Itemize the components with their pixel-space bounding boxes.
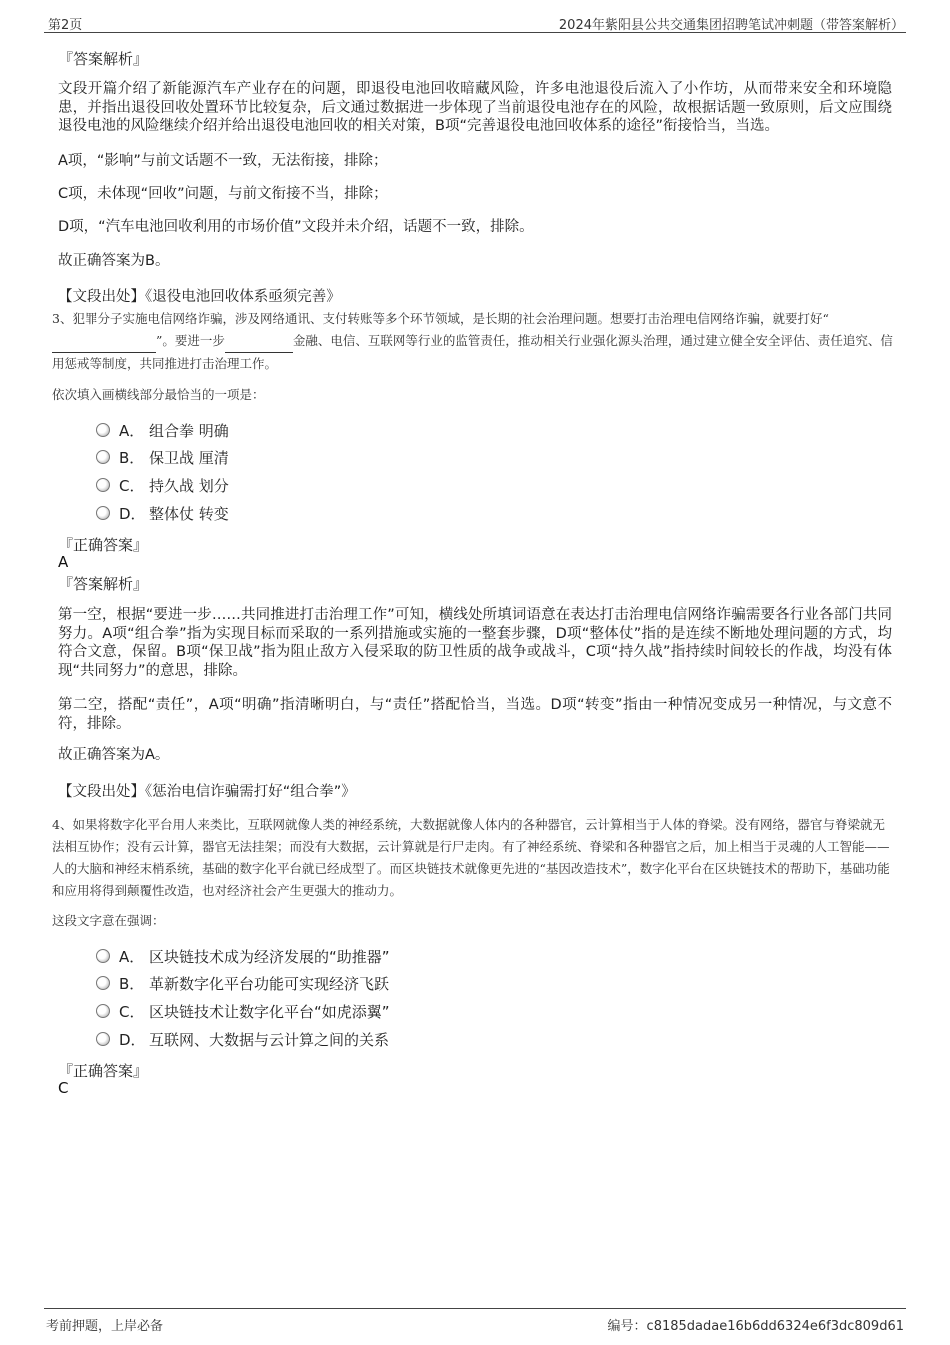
option-text: 区块链技术成为经济发展的“助推器” <box>149 947 390 966</box>
correct-answer-label: 『正确答案』 <box>58 1062 149 1080</box>
analysis-paragraph: 文段开篇介绍了新能源汽车产业存在的问题，即退役电池回收暗藏风险，许多电池退役后流入了小作坊，从而带来安全和环境隐患，并指出退役回收处置环节比较复杂，后文通过数据进一步体现了当前退役电池存在的风险，故根据话题一致原则，后文应围绕退役电池的风险继续介绍并给出退役电池回收的相关对策，B项“完善退役电池回收体系的途径”衔接恰当，当选。 <box>58 81 892 134</box>
source-citation: 【文段出处】《退役电池回收体系亟须完善》 <box>58 289 341 305</box>
analysis-paragraph: D项，“汽车电池回收利用的市场价值”文段并未介绍，话题不一致，排除。 <box>58 219 534 235</box>
option-b[interactable] <box>96 972 389 994</box>
radio-button[interactable] <box>96 976 110 990</box>
radio-button[interactable] <box>96 450 110 464</box>
analysis-paragraph: 第二空，搭配“责任”，A项“明确”指清晰明白，与“责任”搭配恰当，当选。D项“转变”指由一种情况变成另一种情况，与文意不符，排除。 <box>58 697 892 732</box>
option-text: 互联网、大数据与云计算之间的关系 <box>149 1030 390 1049</box>
document-code: 编号：c8185dadae16b6dd6324e6f3dc809d61 <box>607 1319 904 1334</box>
question-prompt: 依次填入画横线部分最恰当的一项是： <box>52 387 265 402</box>
option-letter: C． <box>119 476 145 495</box>
option-c[interactable] <box>96 1000 390 1022</box>
analysis-paragraph: 第一空，根据“要进一步……共同推进打击治理工作”可知，横线处所填词语意在表达打击治理电信网络诈骗需要各行业各部门共同努力。A项“组合拳”指为实现目标而采取的一系列措施或实施的一整套步骤，D项“整体仗”指的是连续不断地处理问题的方式，均符合文意，保留。B项“保卫战”指为阻止敌方入侵采取的防卫性质的战争或战斗，C项“持久战”指持续时间较长的作战，均没有体现“共同努力”的意思，排除。 <box>58 607 892 679</box>
option-letter: B． <box>119 974 145 993</box>
correct-answer: C <box>58 1079 69 1097</box>
option-d[interactable] <box>96 502 229 524</box>
question-stem: 4、如果将数字化平台用人来类比，互联网就像人类的神经系统，大数据就像人体内的各种器官，云计算相当于人体的脊梁。没有网络，器官与脊梁就无法相互协作；没有云计算，器官无法挂架；而没有大数据，云计算就是行尸走肉。有了神经系统、脊梁和各种器官之后，加上相当于灵魂的人工智能——人的大脑和神经末梢系统，基础的数字化平台就已经成型了。而区块链技术就像更先进的“基因改造技术”，数字化平台在区块链技术的帮助下，基础功能和应用将得到颠覆性改造，也对经济社会产生更强大的推动力。 <box>52 817 890 898</box>
option-b[interactable] <box>96 446 229 468</box>
radio-button[interactable] <box>96 1004 110 1018</box>
option-letter: B． <box>119 448 145 467</box>
question-stem: 3、犯罪分子实施电信网络诈骗，涉及网络通讯、支付转账等多个环节领域，是长期的社会治理问题。想要打击治理电信网络诈骗，就要打好“ ”。要进一步 金融、电信、互联网等行业的监管责任，推动相关行业强化源头治理，通过建立健全安全评估、责任追究、信用惩戒等制度，共同推进打击治理工作。 <box>52 311 893 371</box>
option-letter: D． <box>119 504 146 523</box>
analysis-paragraph: A项，“影响”与前文话题不一致，无法衔接，排除； <box>58 153 388 169</box>
page-footer <box>44 1308 906 1337</box>
option-text: 革新数字化平台功能可实现经济飞跃 <box>149 974 390 993</box>
option-a[interactable] <box>96 945 390 967</box>
fill-blank <box>225 330 293 353</box>
option-letter: D． <box>119 1030 146 1049</box>
correct-answer-label: 『正确答案』 <box>58 536 149 554</box>
option-c[interactable] <box>96 474 229 496</box>
analysis-label: 『答案解析』 <box>58 50 149 68</box>
analysis-label: 『答案解析』 <box>58 575 149 593</box>
footer-slogan: 考前押题，上岸必备 <box>46 1319 164 1334</box>
option-text: 持久战 划分 <box>149 476 229 495</box>
analysis-conclusion: 故正确答案为A。 <box>58 747 170 763</box>
option-text: 组合拳 明确 <box>149 421 229 440</box>
option-letter: C． <box>119 1002 145 1021</box>
source-citation: 【文段出处】《惩治电信诈骗需打好“组合拳”》 <box>58 784 356 800</box>
radio-button[interactable] <box>96 949 110 963</box>
radio-button[interactable] <box>96 506 110 520</box>
analysis-conclusion: 故正确答案为B。 <box>58 253 170 269</box>
document-title: 2024年紫阳县公共交通集团招聘笔试冲刺题（带答案解析） <box>558 18 904 33</box>
question-prompt: 这段文字意在强调： <box>52 913 165 928</box>
option-text: 整体仗 转变 <box>149 504 229 523</box>
radio-button[interactable] <box>96 1032 110 1046</box>
option-a[interactable] <box>96 419 229 441</box>
radio-button[interactable] <box>96 423 110 437</box>
page-number: 第2页 <box>48 18 83 33</box>
page-header <box>44 12 906 33</box>
option-text: 区块链技术让数字化平台“如虎添翼” <box>149 1002 390 1021</box>
option-text: 保卫战 厘清 <box>149 448 229 467</box>
analysis-paragraph: C项，未体现“回收”问题，与前文衔接不当，排除； <box>58 186 388 202</box>
option-d[interactable] <box>96 1028 389 1050</box>
option-letter: A． <box>119 421 145 440</box>
fill-blank <box>52 330 156 353</box>
option-letter: A． <box>119 947 145 966</box>
correct-answer: A <box>58 553 69 571</box>
radio-button[interactable] <box>96 478 110 492</box>
